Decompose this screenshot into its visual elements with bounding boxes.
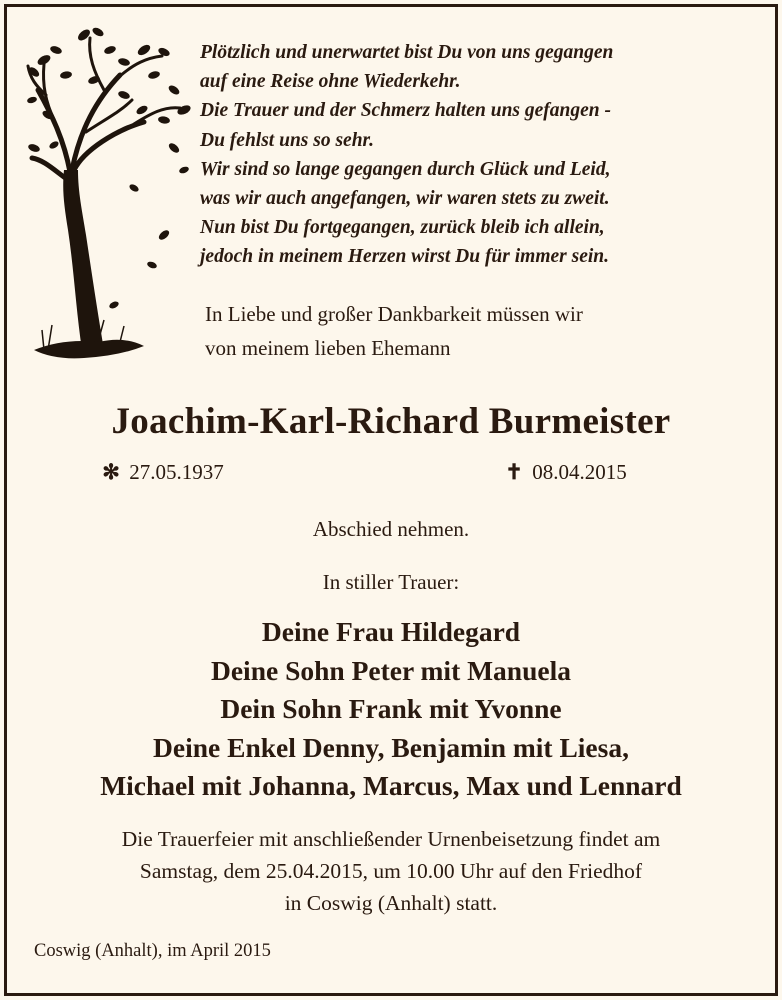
mourners-list xyxy=(0,613,782,806)
mourner-line: Dein Sohn Frank mit Yvonne xyxy=(220,693,562,724)
death-date xyxy=(501,460,627,485)
mourning-label: In stiller Trauer: xyxy=(322,570,460,594)
place-date: Coswig (Anhalt), im April 2015 xyxy=(34,941,271,961)
tree-icon xyxy=(24,20,194,370)
poem xyxy=(200,38,760,272)
poem-line: jedoch in meinem Herzen wirst Du für immer sein. xyxy=(200,246,609,268)
death-date-value: 08.04.2015 xyxy=(532,460,627,484)
notice-line: Die Trauerfeier mit anschließender Urnenbeisetzung findet am xyxy=(121,827,661,851)
poem-line: Die Trauer und der Schmerz halten uns gefangen - xyxy=(200,100,611,122)
mourner-line: Michael mit Johanna, Marcus, Max und Lennard xyxy=(100,770,682,801)
poem-line: Du fehlst uns so sehr. xyxy=(200,129,374,151)
poem-line: was wir auch angefangen, wir waren stets zu zweit. xyxy=(200,188,610,210)
poem-line: Nun bist Du fortgegangen, zurück bleib ich allein, xyxy=(200,217,605,239)
notice-line: in Coswig (Anhalt) statt. xyxy=(284,891,498,915)
deceased-name: Joachim-Karl-Richard Burmeister xyxy=(111,401,671,442)
asterisk-icon: ✻ xyxy=(102,460,120,484)
notice-line: Samstag, dem 25.04.2015, um 10.00 Uhr auf den Friedhof xyxy=(139,859,643,883)
poem-line: Plötzlich und unerwartet bist Du von uns gegangen xyxy=(200,42,614,63)
intro-line: In Liebe und großer Dankbarkeit müssen wir xyxy=(205,302,583,326)
intro-line: von meinem lieben Ehemann xyxy=(205,336,451,360)
birth-date-value: 27.05.1937 xyxy=(129,460,224,484)
farewell-text: Abschied nehmen. xyxy=(312,517,470,541)
funeral-notice xyxy=(0,823,782,919)
cross-icon: ✝ xyxy=(505,460,523,484)
poem-line: Wir sind so lange gegangen durch Glück und Leid, xyxy=(200,158,611,180)
mourner-line: Deine Sohn Peter mit Manuela xyxy=(210,654,571,686)
birth-date xyxy=(98,460,224,485)
mourner-line: Deine Enkel Denny, Benjamin mit Liesa, xyxy=(153,731,629,763)
poem-line: auf eine Reise ohne Wiederkehr. xyxy=(200,71,461,93)
mourner-line: Deine Frau Hildegard xyxy=(261,616,521,647)
intro-text xyxy=(205,297,765,365)
